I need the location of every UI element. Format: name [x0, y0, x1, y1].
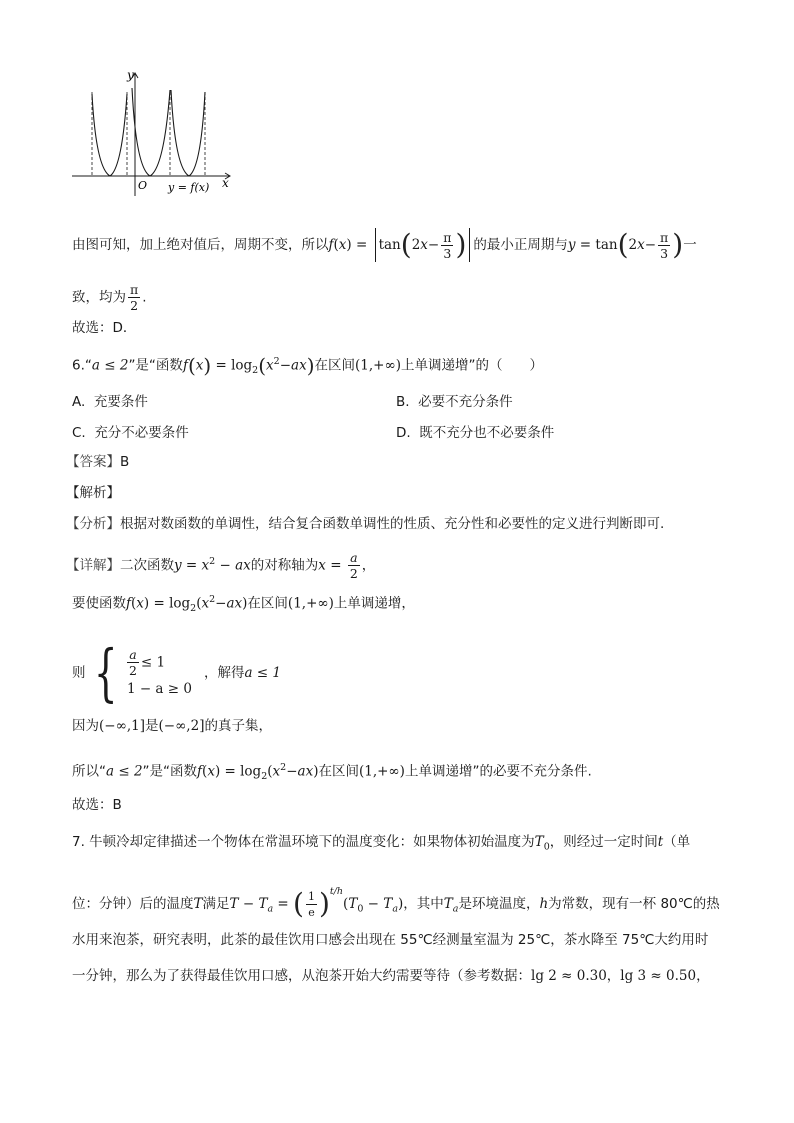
- q5-answer: 故选：D．: [72, 320, 137, 336]
- explanation-line-1: 由图可知，加上绝对值后，周期不变，所以f(x) = tan(2x− $\frac{\pi}{3}$ ) 的最小正周期与y = tan(2x− $\frac{\pi}{3}$ )一: [72, 228, 697, 261]
- q6-detail-5: 所以“a ≤ 2”是“函数$f(x) = \log_2(x^2-ax)$在区间(1,+∞)上单调递增”的必要不充分条件.: [72, 762, 592, 783]
- q7-line-2: 位：分钟）后的温度T满足$T - T_a$ = ( $\frac{1}{e}$ )$^{t/h}(T_0 - T_a)$，其中$T_a$是环境温度，h为常数，现有一杯 80℃的热: [72, 886, 720, 920]
- tangent-abs-graph: [72, 68, 240, 198]
- q6-end: 故选：B: [72, 797, 122, 813]
- q6-detail-3: 则 { $\frac{a}{2}$ ≤ 1 1 − a ≥ 0 ，解得a ≤ 1: [72, 636, 282, 709]
- curve-branches: [92, 88, 205, 176]
- q6-stem: 6.“a ≤ 2”是“函数$f(x) = \log_2(x^2-ax)$在区间(1,+∞)上单调递增”的（ ）: [72, 353, 543, 378]
- q6-answer: 【答案】B: [66, 454, 130, 470]
- y-axis-label: y: [127, 68, 134, 82]
- q6-detail-2: 要使函数$f(x) = \log_2(x^2-ax)$在区间(1,+∞)上单调递增，: [72, 594, 415, 615]
- option-a: A. 充要条件: [72, 394, 148, 410]
- q7-line-3: 水用来泡茶，研究表明，此茶的最佳饮用口感会出现在 55℃经测量室温为 25℃，茶水降至 75℃大约用时: [72, 932, 709, 948]
- option-b: B. 必要不充分条件: [396, 394, 513, 410]
- q6-analysis-tag: 【解析】: [66, 485, 120, 501]
- curve-label: y = f(x): [168, 181, 210, 194]
- origin-label: O: [138, 179, 148, 192]
- q7-line-1: 7. 牛顿冷却定律描述一个物体在常温环境下的温度变化：如果物体初始温度为$T_0$，则经过一定时间t（单: [72, 834, 691, 853]
- inequality-system: { $\frac{a}{2}$ ≤ 1 1 − a ≥ 0: [93, 636, 192, 709]
- asymptotes: [92, 92, 205, 176]
- explanation-line-2: 致，均为 $\frac{\pi}{2}$ .: [72, 282, 147, 313]
- option-c: C. 充分不必要条件: [72, 425, 189, 441]
- q6-fenxi: 【分析】根据对数函数的单调性，结合复合函数单调性的性质、充分性和必要性的定义进行判断即可.: [66, 516, 665, 532]
- q7-line-4: 一分钟，那么为了获得最佳饮用口感，从泡茶开始大约需要等待（参考数据：lg 2 ≈ 0.30，lg 3 ≈ 0.50，: [72, 968, 710, 984]
- q6-detail-1: 【详解】二次函数$y = x^2$ − ax的对称轴为x = $\frac{a}{2}$ ，: [66, 550, 376, 581]
- q6-detail-4: 因为(−∞,1]是(−∞,2]的真子集，: [72, 718, 272, 734]
- option-d: D. 既不充分也不必要条件: [396, 425, 555, 441]
- x-axis-label: x: [222, 176, 229, 190]
